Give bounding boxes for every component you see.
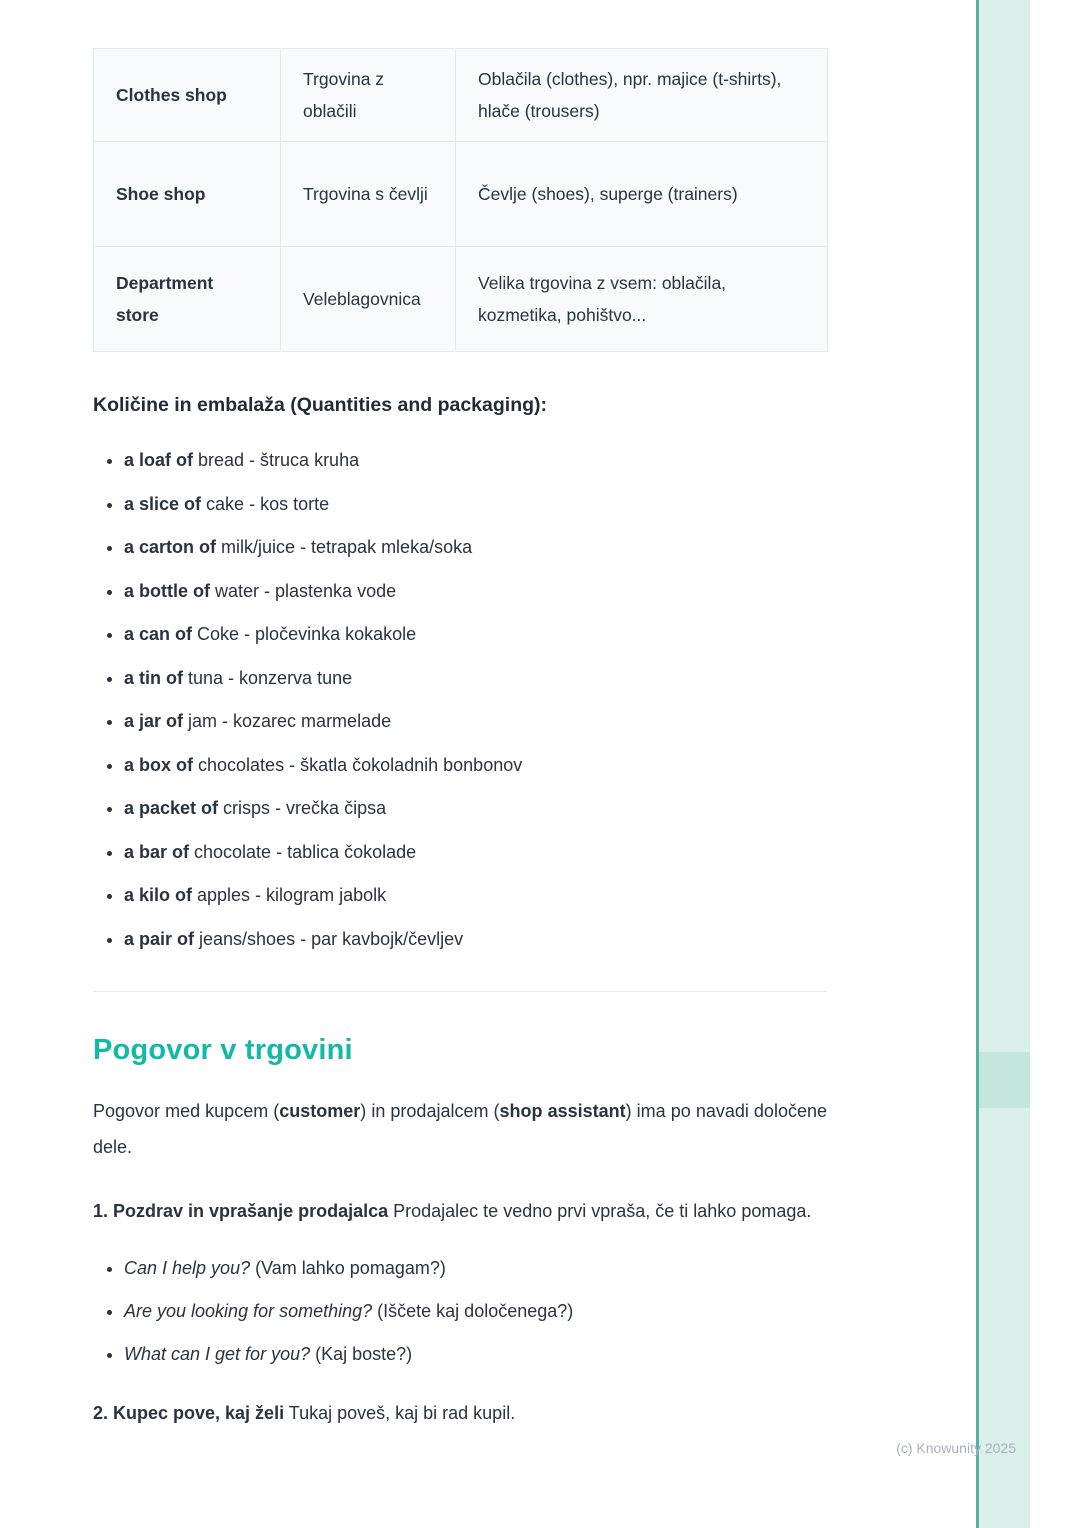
quantity-translation: jam - kozarec marmelade — [183, 711, 392, 731]
phrase-english: Are you looking for something? — [124, 1300, 373, 1321]
shop-name-cell: Shoe shop — [94, 142, 281, 247]
step-2-paragraph — [93, 1395, 827, 1431]
phrase-english: What can I get for you? — [124, 1343, 311, 1364]
shop-slovene-cell: Trgovina s čevlji — [281, 142, 456, 247]
quantity-translation: tuna - konzerva tune — [183, 667, 353, 688]
quantity-term: a jar of — [124, 711, 184, 731]
quantity-term: a loaf of — [124, 450, 194, 470]
shop-name-cell: Clothes shop — [94, 49, 281, 142]
list-item — [124, 706, 827, 737]
list-item — [124, 880, 827, 911]
intro-text: ) in prodajalcem ( — [360, 1100, 500, 1121]
quantity-translation: milk/juice - tetrapak mleka/soka — [216, 537, 473, 557]
shop-name-cell: Department store — [94, 247, 281, 352]
shop-description-cell: Oblačila (clothes), npr. majice (t-shirts), hlače (trousers) — [456, 49, 828, 142]
phrases-list — [93, 1253, 827, 1369]
list-item — [124, 837, 827, 868]
quantity-translation: cake - kos torte — [201, 493, 330, 514]
shop-slovene-cell: Trgovina z oblačili — [281, 49, 456, 142]
quantity-translation: crisps - vrečka čipsa — [218, 798, 387, 818]
watermark: (c) Knowunity 2025 — [896, 1440, 1016, 1456]
quantity-term: a slice of — [124, 493, 202, 514]
quantity-translation: chocolate - tablica čokolade — [189, 841, 417, 862]
list-item — [124, 1253, 827, 1283]
document-content — [93, 48, 827, 1431]
table-row — [94, 142, 828, 247]
quantity-term: a kilo of — [124, 885, 193, 905]
quantity-term: a carton of — [124, 537, 217, 557]
shops-table — [93, 48, 828, 352]
quantity-translation: Coke - pločevinka kokakole — [192, 624, 417, 644]
quantity-term: a box of — [124, 754, 194, 775]
quantity-term: a packet of — [124, 798, 219, 818]
quantity-term: a tin of — [124, 667, 183, 688]
table-row — [94, 49, 828, 142]
list-item — [124, 793, 827, 824]
step-1-title: 1. Pozdrav in vprašanje prodajalca — [93, 1200, 389, 1221]
shop-description-cell: Čevlje (shoes), superge (trainers) — [456, 142, 828, 247]
quantity-term: a bar of — [124, 841, 190, 862]
list-item — [124, 576, 827, 607]
phrase-english: Can I help you? — [124, 1257, 251, 1278]
quantity-term: a pair of — [124, 928, 195, 949]
intro-term-shop-assistant: shop assistant — [499, 1100, 626, 1121]
section-divider — [93, 991, 827, 992]
shop-description-cell: Velika trgovina z vsem: oblačila, kozmetika, pohištvo... — [456, 247, 828, 352]
list-item — [124, 532, 827, 563]
step-2-text: Tukaj poveš, kaj bi rad kupil. — [284, 1402, 516, 1423]
list-item — [124, 663, 827, 694]
intro-text: Pogovor med kupcem ( — [93, 1100, 280, 1121]
table-row — [94, 247, 828, 352]
quantity-translation: chocolates - škatla čokoladnih bonbonov — [193, 754, 523, 775]
intro-term-customer: customer — [279, 1100, 361, 1121]
quantity-term: a can of — [124, 624, 193, 644]
list-item — [124, 1339, 827, 1369]
conversation-heading: Pogovor v trgovini — [93, 1033, 353, 1066]
phrase-slovene: (Kaj boste?) — [310, 1343, 413, 1364]
step-1-paragraph — [93, 1193, 827, 1229]
quantity-translation: jeans/shoes - par kavbojk/čevljev — [194, 928, 464, 949]
step-2-title: 2. Kupec pove, kaj želi — [93, 1402, 285, 1423]
quantity-translation: water - plastenka vode — [210, 580, 397, 601]
quantities-heading: Količine in embalaža (Quantities and packaging): — [93, 394, 548, 416]
phrase-slovene: (Iščete kaj določenega?) — [372, 1300, 574, 1321]
intro-text: ) ima po navadi določene dele. — [93, 1100, 827, 1157]
step-1-text: Prodajalec te vedno prvi vpraša, če ti lahko pomaga. — [388, 1200, 812, 1221]
quantity-translation: bread - štruca kruha — [193, 450, 360, 470]
quantities-list — [93, 445, 827, 955]
quantity-term: a bottle of — [124, 580, 210, 601]
list-item — [124, 445, 827, 476]
phrase-slovene: (Vam lahko pomagam?) — [250, 1257, 446, 1278]
scrollbar-thumb[interactable] — [979, 1052, 1030, 1108]
page-edge-stripe — [976, 0, 1030, 1528]
list-item — [124, 1296, 827, 1326]
list-item — [124, 924, 827, 955]
quantity-translation: apples - kilogram jabolk — [192, 885, 387, 905]
shop-slovene-cell: Veleblagovnica — [281, 247, 456, 352]
list-item — [124, 619, 827, 650]
list-item — [124, 489, 827, 520]
list-item — [124, 750, 827, 781]
conversation-intro — [93, 1093, 827, 1165]
